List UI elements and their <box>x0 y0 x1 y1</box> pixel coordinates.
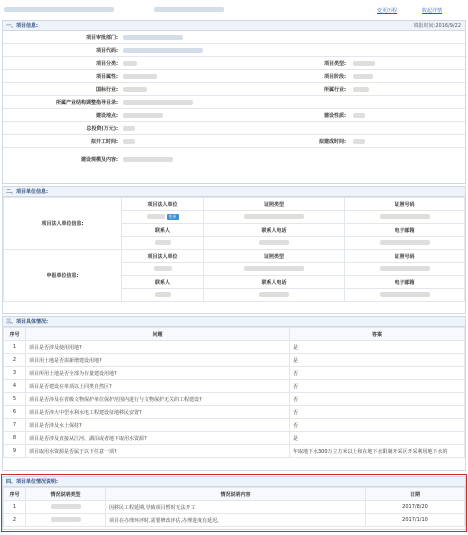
table-row: 9 项目取用水资源是否属于以下任意一项? 年取地下水300万立方米以上和在地下水限制开采区开采利用地下水的 <box>4 445 465 458</box>
collapse-detail-link[interactable]: 收起详情 <box>422 8 443 14</box>
row-category: 项目分类: 项目类型: <box>3 57 465 70</box>
unit-status-table: 序号 情况说明类型 情况说明内容 日期 1 因移民工程延期,导致项目暂时无法开工 2017/8/20 2 项目在办理环评时,需要修改评估,办理进度有延迟。 2017/1/10 <box>3 487 465 527</box>
table-row: 8 项目是否涉及直接从江河、湖泊或者地下取用水资源? 是 <box>4 432 465 445</box>
table-row: 5 项目是否涉及在省级文物保护单位保护范围内进行与文物保护无关的工程建设? 否 <box>4 393 465 406</box>
table-row: 6 项目是否涉大中型水利水电工程建设征地移民安置? 否 <box>4 406 465 419</box>
change-history-link[interactable]: 变更历程 <box>377 8 398 14</box>
project-name-blurred <box>154 7 224 12</box>
table-row: 1 项目是否涉及使用用地? 是 <box>4 341 465 354</box>
row-approval-dept: 项目审批部门: <box>3 31 465 44</box>
table-row: 1 因移民工程延期,导致项目暂时无法开工 2017/8/20 <box>4 501 465 514</box>
project-code-blurred <box>4 7 114 12</box>
project-info-header: 一、项目信息: 填报时间:2016/9/22 <box>3 21 465 31</box>
legal-unit-label: 项目法人单位信息: <box>4 198 122 250</box>
unit-info-section <box>2 186 466 314</box>
row-project-code: 项目代码: <box>3 44 465 57</box>
highlight-box <box>1 474 467 532</box>
unit-info-table: 项目法人单位信息: 项目法人单位 证照类型 证照号码 变更 联系人 联系人电话 电子邮箱 申报单位信息: 项目法人单位 证照类型 证照号码 联系人 联系人电话 电子邮箱 <box>3 197 465 302</box>
unit-info-header: 二、项目单位信息: <box>3 187 465 197</box>
row-attr: 项目属性: 项目阶段: <box>3 70 465 83</box>
row-location: 建设地点: 建设性质: <box>3 109 465 122</box>
unit-status-header: 四、项目单位情况说明: <box>3 477 465 487</box>
row-industry: 国标行业: 所属行业: <box>3 83 465 96</box>
row-time: 拟开工时间: 拟建成时间: <box>3 135 465 148</box>
table-row: 7 项目是否涉及水土保持? 否 <box>4 419 465 432</box>
table-row: 3 项目所用土地是否全部为存量建设用地? 否 <box>4 367 465 380</box>
row-sector: 所属产业结构调整指导目录: <box>3 96 465 109</box>
table-row: 2 项目用土地是否需新增建设用地? 是 <box>4 354 465 367</box>
project-detail-table: 序号 问题 答案 1 项目是否涉及使用用地? 是 2 项目用土地是否需新增建设用地? 是 3 项目所用土地是否全部为存量建设用地? 否 4 项目是否建设在单项以上同类自然区? 否 5 项目是否涉及在省级文物保护单位保护范围内进行与文物保护无关的工程建设? 否 6 项目是否涉大中型水利水电工程建设征地移民安置? 否 7 项目是否涉及水土保持? 否 8 项目是否涉及直接从江河、湖泊或者地下取用水资源? 是 9 项目取用水资源是否属于以下任意一项? 年取地下水300万立方米以上和在地下水限制开采区开采利用地下水的 <box>3 327 465 458</box>
title-bar <box>4 4 464 16</box>
project-detail-section <box>2 316 466 471</box>
project-detail-header: 三、项目具体情况: <box>3 317 465 327</box>
table-row: 4 项目是否建设在单项以上同类自然区? 否 <box>4 380 465 393</box>
change-tag: 变更 <box>168 213 177 219</box>
row-investment: 总投资(万元): <box>3 122 465 135</box>
declared-time: 填报时间:2016/9/22 <box>413 23 461 29</box>
applicant-unit-label: 申报单位信息: <box>4 250 122 302</box>
table-row: 2 项目在办理环评时,需要修改评估,办理进度有延迟。 2017/1/10 <box>4 514 465 527</box>
project-info-section <box>2 20 466 184</box>
row-scale: 建设规模及内容: <box>3 148 465 171</box>
